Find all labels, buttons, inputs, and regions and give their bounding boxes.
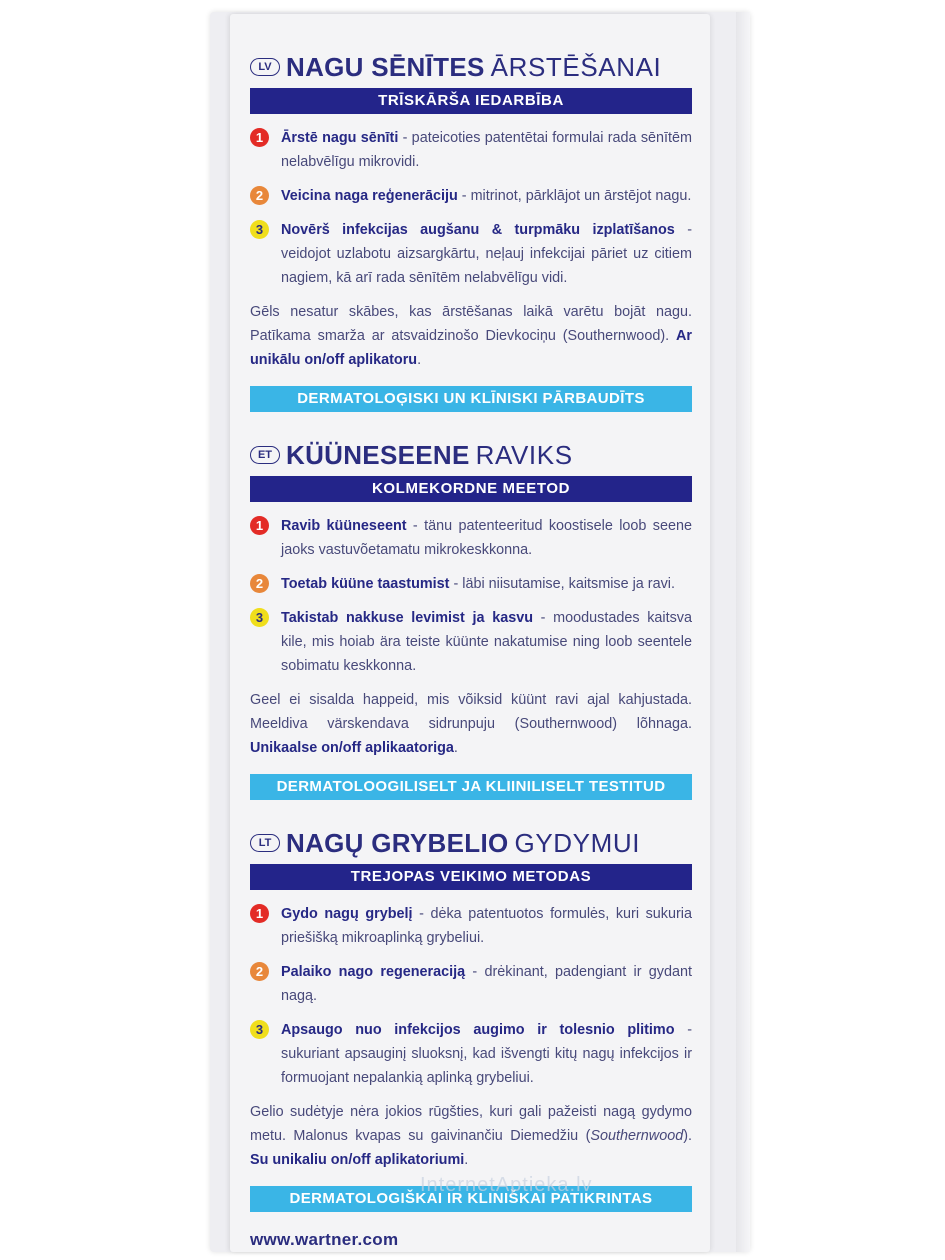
language-badge: LV: [250, 58, 280, 76]
section-heading: [250, 438, 692, 472]
benefit-description: - drėkinant, padengiant ir gydant nagą.: [281, 964, 692, 1004]
number-badge-2: 2: [250, 962, 269, 981]
benefit-description: - mitrinot, pārklājot un ārstējot nagu.: [457, 188, 692, 204]
section-lv: [250, 50, 692, 412]
benefit-item: [250, 184, 692, 208]
benefit-item: [250, 126, 692, 174]
section-et: [250, 438, 692, 800]
description-paragraph: [250, 300, 692, 372]
section-title-bold: NAGU SĒNĪTES: [286, 51, 485, 82]
paragraph-end: .: [464, 1152, 469, 1168]
benefit-text: [281, 218, 692, 290]
benefit-item: [250, 218, 692, 290]
method-band: TREJOPAS VEIKIMO METODAS: [250, 864, 692, 890]
paragraph-bold: Unikaalse on/off aplikaatoriga: [250, 740, 454, 756]
website-url: www.wartner.com: [250, 1230, 399, 1249]
number-badge-2: 2: [250, 574, 269, 593]
benefit-title: Apsaugo nuo infekcijos augimo ir tolesnio plitimo: [281, 1022, 675, 1038]
benefit-text: [281, 902, 692, 950]
paragraph-end: .: [453, 740, 458, 756]
section-lt: [250, 826, 692, 1212]
paragraph-bold: Su unikaliu on/off aplikatoriumi: [250, 1152, 465, 1168]
benefit-description: - moodustades kaitsva kile, mis hoiab ära teiste küünte nakatumise ning loob seentele sobimatu keskkonna.: [281, 610, 692, 674]
number-badge-3: 3: [250, 220, 269, 239]
paragraph-text: Gelio sudėtyje nėra jokios rūgšties, kuri gali pažeisti nagą gydymo metu. Malonus kvapas su gaivinančiu Diemedžiu (: [250, 1104, 692, 1144]
number-badge-3: 3: [250, 1020, 269, 1039]
paragraph-end: .: [417, 352, 422, 368]
method-band: TRĪSKĀRŠA IEDARBĪBA: [250, 88, 692, 114]
benefit-item: [250, 902, 692, 950]
benefit-title: Novērš infekcijas augšanu & turpmāku izplatīšanos: [281, 222, 675, 238]
number-badge-1: 1: [250, 128, 269, 147]
section-heading: [250, 826, 692, 860]
number-badge-3: 3: [250, 608, 269, 627]
benefit-description: - sukuriant apsauginį sluoksnį, kad išvengti kitų nagų infekcijos ir formuojant nepalankią aplinką grybeliui.: [281, 1022, 692, 1086]
language-badge: ET: [250, 446, 280, 464]
paragraph-text: Gēls nesatur skābes, kas ārstēšanas laikā varētu bojāt nagu. Patīkama smarža ar atsvaidzinošo Dievkociņu (Southernwood).: [250, 304, 692, 344]
paragraph-text: Geel ei sisalda happeid, mis võiksid küünt ravi ajal kahjustada. Meeldiva värskendava sidrunpuju (Southernwood) lõhnaga.: [250, 692, 692, 732]
tested-band: DERMATOLOOGILISELT JA KLIINILISELT TESTITUD: [250, 774, 692, 800]
benefit-text: [281, 572, 692, 596]
section-title-bold: NAGŲ GRYBELIO: [286, 827, 509, 858]
tested-band: DERMATOLOGIŠKAI IR KLINIŠKAI PATIKRINTAS: [250, 1186, 692, 1212]
benefit-description: - pateicoties patentētai formulai rada sēnītēm nelabvēlīgu mikrovidi.: [281, 130, 693, 170]
paragraph-text-mid: ).: [683, 1128, 692, 1144]
section-title-bold: KÜÜNESEENE: [286, 439, 470, 470]
benefit-title: Palaiko nago regeneraciją: [281, 964, 466, 980]
section-title-light: GYDYMUI: [514, 827, 641, 858]
paragraph-bold: Ar unikālu on/off aplikatoru: [250, 328, 692, 368]
benefit-text: [281, 606, 692, 678]
benefit-title: Toetab küüne taastumist: [281, 576, 450, 592]
benefit-title: Ārstē nagu sēnīti: [281, 130, 399, 146]
description-paragraph: [250, 688, 692, 760]
benefit-description: - veidojot uzlabotu aizsargkārtu, neļauj infekcijai pāriet uz citiem nagiem, kā arī rada sēnītēm nelabvēlīgu vidi.: [281, 222, 693, 286]
number-badge-2: 2: [250, 186, 269, 205]
benefit-text: [281, 184, 692, 208]
benefit-text: [281, 126, 692, 174]
benefit-description: - tänu patenteeritud koostisele loob seene jaoks vastuvõetamatu mikrokeskkonna.: [281, 518, 692, 558]
benefit-title: Gydo nagų grybelį: [281, 906, 413, 922]
benefit-text: [281, 514, 692, 562]
section-title-light: RAVIKS: [475, 439, 573, 470]
tested-band: DERMATOLOĢISKI UN KLĪNISKI PĀRBAUDĪTS: [250, 386, 692, 412]
method-band: KOLMEKORDNE MEETOD: [250, 476, 692, 502]
benefit-item: [250, 514, 692, 562]
package-content: [250, 50, 692, 1250]
benefit-description: - läbi niisutamise, kaitsmise ja ravi.: [449, 576, 675, 592]
benefit-title: Veicina naga reģenerāciju: [281, 188, 458, 204]
section-heading: [250, 50, 692, 84]
benefit-title: Takistab nakkuse levimist ja kasvu: [281, 610, 533, 626]
benefit-title: Ravib küüneseent: [281, 518, 407, 534]
benefit-item: [250, 572, 692, 596]
benefit-text: [281, 1018, 692, 1090]
benefit-item: [250, 606, 692, 678]
number-badge-1: 1: [250, 516, 269, 535]
benefit-item: [250, 960, 692, 1008]
watermark: InternetAptieka.lv: [420, 1174, 593, 1196]
section-title-light: ĀRSTĒŠANAI: [490, 51, 662, 82]
benefit-description: - dėka patentuotos formulės, kuri sukuria priešišką mikroaplinką grybeliui.: [281, 906, 692, 946]
benefit-item: [250, 1018, 692, 1090]
number-badge-1: 1: [250, 904, 269, 923]
language-badge: LT: [250, 834, 280, 852]
paragraph-italic: Southernwood: [590, 1128, 684, 1144]
description-paragraph: [250, 1100, 692, 1172]
benefit-text: [281, 960, 692, 1008]
